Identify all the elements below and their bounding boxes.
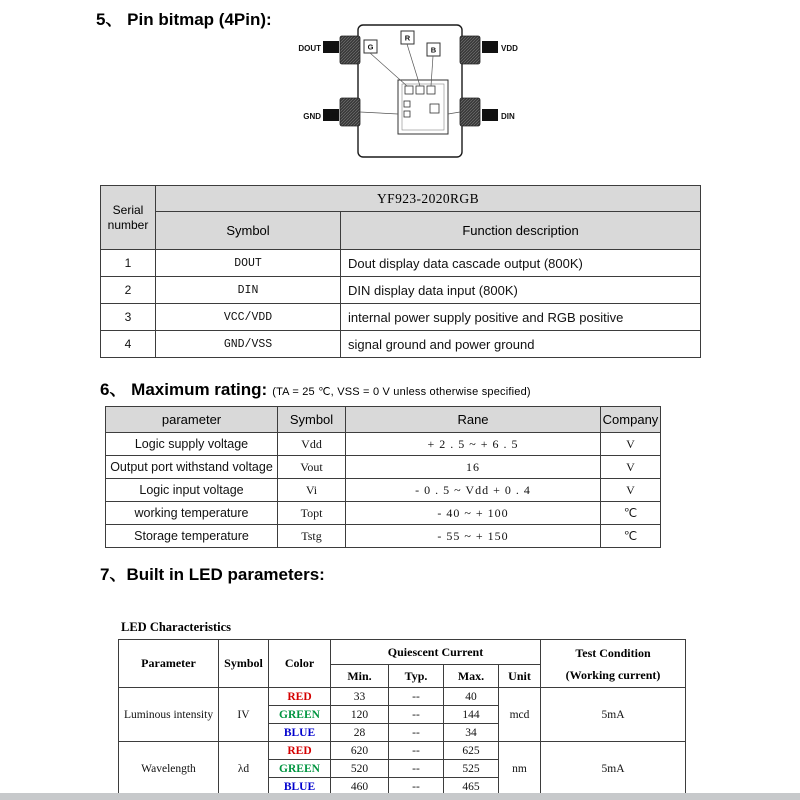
- range-cell: - 55 ~ + 150: [346, 525, 601, 548]
- symbol-cell: Vout: [278, 456, 346, 479]
- function-header: Function description: [341, 212, 701, 250]
- serial-number-header: Serial number: [101, 186, 156, 250]
- section-6-title: [100, 375, 531, 400]
- parameter-cell: Wavelength: [119, 742, 219, 796]
- led-table-caption: LED Characteristics: [121, 620, 232, 634]
- function-cell: Dout display data cascade output (800K): [341, 250, 701, 277]
- symbol-cell: Topt: [278, 502, 346, 525]
- pin-table-header-row: [101, 212, 701, 250]
- max-cell: 625: [444, 742, 499, 760]
- section-5-title: 5、 Pin bitmap (4Pin):: [96, 10, 272, 29]
- range-cell: - 40 ~ + 100: [346, 502, 601, 525]
- unit-cell: V: [601, 456, 661, 479]
- section-6-note: (TA = 25 ℃, VSS = 0 V unless otherwise specified): [272, 386, 531, 398]
- max-table-row: [106, 479, 661, 502]
- vdd-pin-label: VDD: [501, 44, 518, 53]
- test-condition-header: [541, 640, 686, 688]
- color-cell: RED: [269, 742, 331, 760]
- max-cell: 144: [444, 706, 499, 724]
- max-header: Max.: [444, 665, 499, 688]
- function-cell: internal power supply positive and RGB positive: [341, 304, 701, 331]
- dout-pin-label: DOUT: [298, 44, 321, 53]
- quiescent-current-header: Quiescent Current: [331, 640, 541, 665]
- company-header: Company: [601, 407, 661, 433]
- max-cell: 525: [444, 760, 499, 778]
- min-cell: 120: [331, 706, 389, 724]
- ic-pad: [416, 86, 424, 94]
- blue-die-label: B: [430, 45, 437, 55]
- color-header: Color: [269, 640, 331, 688]
- maximum-rating-table: [105, 406, 661, 548]
- unit-cell: ℃: [601, 502, 661, 525]
- max-table-row: [106, 456, 661, 479]
- pin-pad-din: [460, 98, 480, 126]
- max-table-row: [106, 502, 661, 525]
- pin-diagram: [280, 16, 520, 168]
- color-cell: RED: [269, 688, 331, 706]
- ic-pad: [430, 104, 439, 113]
- unit-cell: nm: [499, 742, 541, 796]
- pin-table-title-row: [101, 186, 701, 212]
- green-die-label: G: [367, 42, 374, 52]
- color-cell: GREEN: [269, 760, 331, 778]
- dout-cn-label: 输出: [324, 45, 338, 52]
- ic-pad: [404, 111, 410, 117]
- serial-cell: 2: [101, 277, 156, 304]
- unit-cell: V: [601, 433, 661, 456]
- led-table-row: [119, 688, 686, 706]
- color-cell: GREEN: [269, 706, 331, 724]
- parameter-cell: Logic supply voltage: [106, 433, 278, 456]
- typ-cell: --: [389, 724, 444, 742]
- pin-pad-vdd: [460, 36, 480, 64]
- symbol-header: Symbol: [278, 407, 346, 433]
- min-cell: 520: [331, 760, 389, 778]
- typ-cell: --: [389, 742, 444, 760]
- test-condition-line2: (Working current): [565, 667, 661, 682]
- ic-pad: [405, 86, 413, 94]
- section-7-title: 7、Built in LED parameters:: [100, 565, 325, 584]
- parameter-cell: Logic input voltage: [106, 479, 278, 502]
- parameter-cell: Output port withstand voltage: [106, 456, 278, 479]
- condition-cell: 5mA: [541, 688, 686, 742]
- min-cell: 460: [331, 778, 389, 796]
- color-cell: BLUE: [269, 724, 331, 742]
- color-cell: BLUE: [269, 778, 331, 796]
- gnd-cn-label: 负极: [324, 113, 338, 120]
- symbol-cell: Vi: [278, 479, 346, 502]
- symbol-cell: Tstg: [278, 525, 346, 548]
- serial-cell: 3: [101, 304, 156, 331]
- serial-cell: 1: [101, 250, 156, 277]
- pin-table-row: [101, 250, 701, 277]
- serial-cell: 4: [101, 331, 156, 358]
- led-characteristics-table: [118, 639, 686, 796]
- typ-cell: --: [389, 688, 444, 706]
- pin-table-row: [101, 277, 701, 304]
- min-cell: 33: [331, 688, 389, 706]
- ic-pad: [427, 86, 435, 94]
- symbol-header: Symbol: [156, 212, 341, 250]
- symbol-cell: λd: [219, 742, 269, 796]
- din-pin-label: DIN: [501, 112, 515, 121]
- pin-pad-dout: [340, 36, 360, 64]
- gnd-pin-label: GND: [303, 112, 321, 121]
- unit-header: Unit: [499, 665, 541, 688]
- page-bottom-edge: [0, 793, 800, 800]
- symbol-cell: GND/VSS: [156, 331, 341, 358]
- typ-cell: --: [389, 778, 444, 796]
- symbol-cell: DOUT: [156, 250, 341, 277]
- function-cell: DIN display data input (800K): [341, 277, 701, 304]
- max-cell: 40: [444, 688, 499, 706]
- part-number-header: YF923-2020RGB: [156, 186, 701, 212]
- max-table-row: [106, 525, 661, 548]
- min-cell: 620: [331, 742, 389, 760]
- pin-pad-gnd: [340, 98, 360, 126]
- max-cell: 465: [444, 778, 499, 796]
- parameter-header: parameter: [106, 407, 278, 433]
- section-6-title-text: 6、 Maximum rating:: [100, 380, 268, 399]
- max-table-row: [106, 433, 661, 456]
- unit-cell: ℃: [601, 525, 661, 548]
- symbol-cell: IV: [219, 688, 269, 742]
- range-cell: - 0 . 5 ~ Vdd + 0 . 4: [346, 479, 601, 502]
- symbol-header: Symbol: [219, 640, 269, 688]
- range-header: Rane: [346, 407, 601, 433]
- function-cell: signal ground and power ground: [341, 331, 701, 358]
- max-table-header-row: [106, 407, 661, 433]
- symbol-cell: DIN: [156, 277, 341, 304]
- red-die-label: R: [404, 33, 411, 43]
- led-header-row-1: [119, 640, 686, 665]
- parameter-cell: working temperature: [106, 502, 278, 525]
- led-table-row: [119, 742, 686, 760]
- condition-cell: 5mA: [541, 742, 686, 796]
- ic-pad: [404, 101, 410, 107]
- typ-cell: --: [389, 760, 444, 778]
- parameter-cell: Luminous intensity: [119, 688, 219, 742]
- typ-header: Typ.: [389, 665, 444, 688]
- max-cell: 34: [444, 724, 499, 742]
- min-header: Min.: [331, 665, 389, 688]
- range-cell: + 2 . 5 ~ + 6 . 5: [346, 433, 601, 456]
- pin-table-row: [101, 331, 701, 358]
- unit-cell: mcd: [499, 688, 541, 742]
- unit-cell: V: [601, 479, 661, 502]
- din-cn-label: 输入: [483, 113, 497, 120]
- typ-cell: --: [389, 706, 444, 724]
- parameter-header: Parameter: [119, 640, 219, 688]
- test-condition-line1: Test Condition: [575, 645, 651, 660]
- symbol-cell: VCC/VDD: [156, 304, 341, 331]
- vdd-cn-label: 正极: [483, 45, 497, 52]
- symbol-cell: Vdd: [278, 433, 346, 456]
- range-cell: 16: [346, 456, 601, 479]
- pin-table-row: [101, 304, 701, 331]
- parameter-cell: Storage temperature: [106, 525, 278, 548]
- pin-function-table: [100, 185, 701, 358]
- min-cell: 28: [331, 724, 389, 742]
